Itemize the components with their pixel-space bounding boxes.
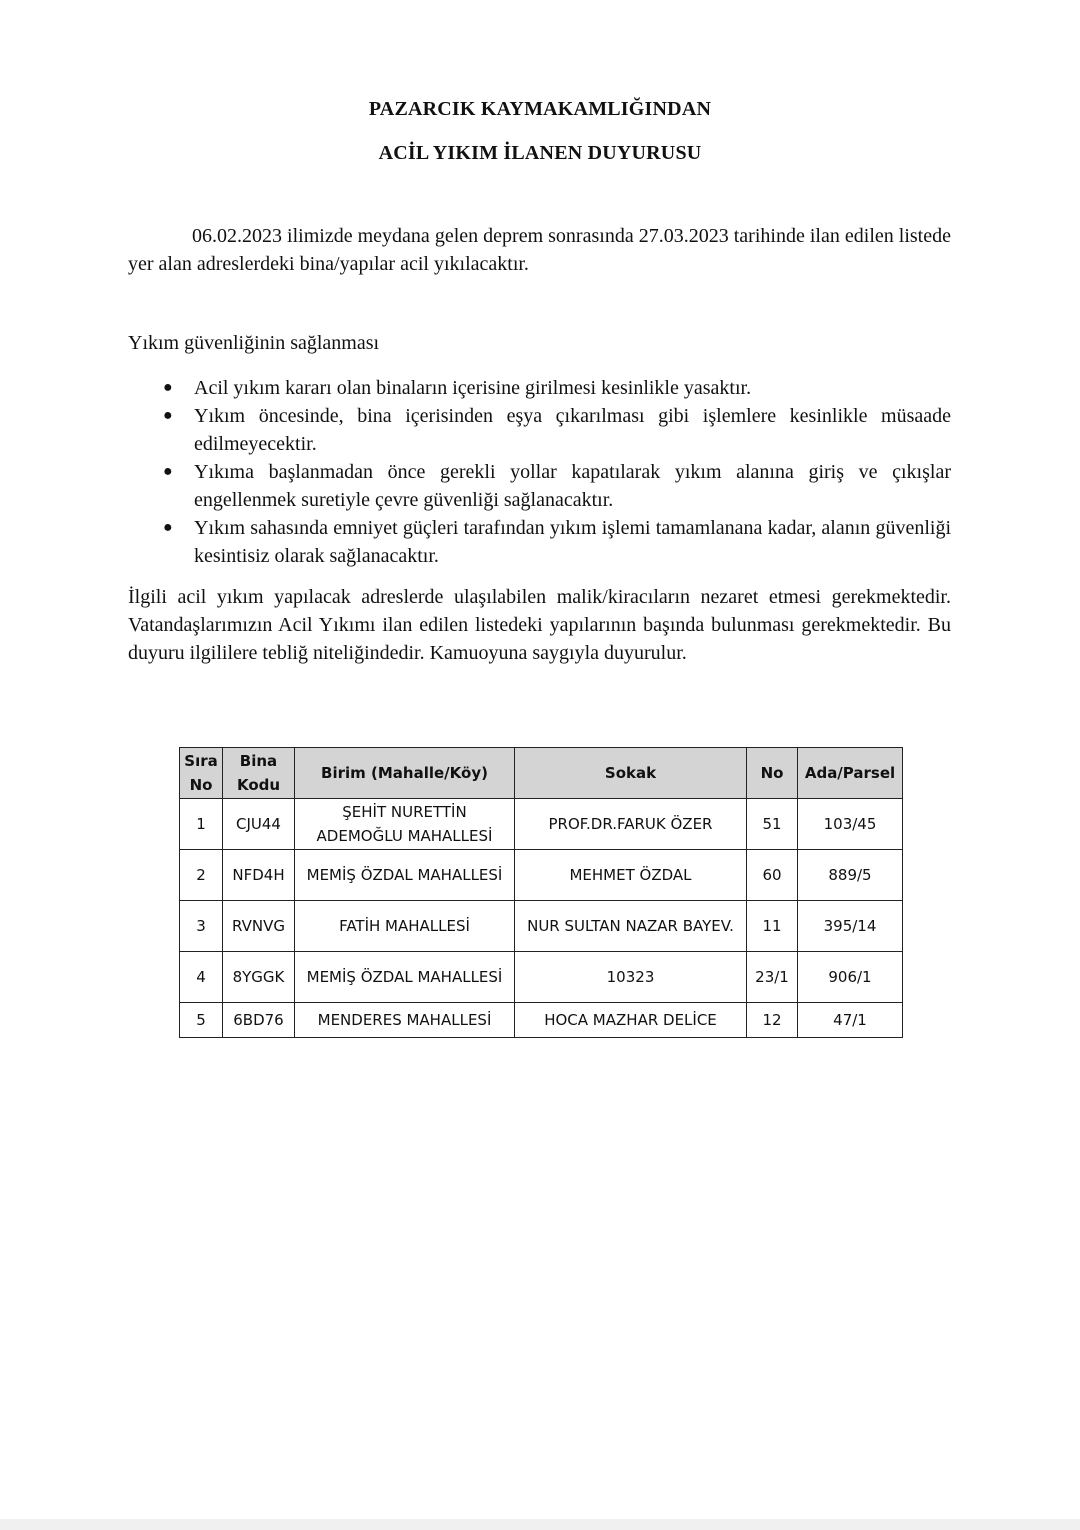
cell-sokak: HOCA MAZHAR DELİCE (515, 1003, 747, 1038)
cell-bina: CJU44 (223, 799, 295, 850)
cell-ada: 889/5 (798, 850, 903, 901)
table-row (180, 799, 903, 850)
cell-ada: 47/1 (798, 1003, 903, 1038)
cell-bina: NFD4H (223, 850, 295, 901)
cell-sira: 2 (180, 850, 223, 901)
cell-sokak: NUR SULTAN NAZAR BAYEV. (515, 901, 747, 952)
col-header-ada: Ada/Parsel (798, 748, 903, 799)
cell-sira: 1 (180, 799, 223, 850)
cell-birim: MEMİŞ ÖZDAL MAHALLESİ (295, 952, 515, 1003)
cell-no: 23/1 (747, 952, 798, 1003)
cell-birim: ŞEHİT NURETTİN ADEMOĞLU MAHALLESİ (295, 799, 515, 850)
table-header-row (180, 748, 903, 799)
document-subtitle: ACİL YIKIM İLANEN DUYURUSU (378, 142, 702, 164)
demolition-table (179, 747, 903, 1038)
table-row (180, 850, 903, 901)
cell-sokak: PROF.DR.FARUK ÖZER (515, 799, 747, 850)
col-header-bina: Bina Kodu (223, 748, 295, 799)
cell-no: 60 (747, 850, 798, 901)
col-header-sokak: Sokak (515, 748, 747, 799)
bullet-dot-icon: ● (163, 407, 173, 424)
bullet-item: ● Yıkıma başlanmadan önce gerekli yollar kapatılarak yıkım alanına giriş ve çıkışlar engellenmek suretiyle çevre güvenliği sağlanacaktır. (128, 458, 951, 514)
bullet-dot-icon: ● (163, 463, 173, 480)
cell-ada: 906/1 (798, 952, 903, 1003)
col-header-birim: Birim (Mahalle/Köy) (295, 748, 515, 799)
cell-sira: 4 (180, 952, 223, 1003)
cell-no: 11 (747, 901, 798, 952)
bottom-edge-strip (0, 1519, 1080, 1530)
cell-sira: 3 (180, 901, 223, 952)
section-title: Yıkım güvenliğinin sağlanması (128, 332, 380, 354)
bullet-item: ● Acil yıkım kararı olan binaların içerisine girilmesi kesinlikle yasaktır. (128, 374, 951, 402)
col-header-no: No (747, 748, 798, 799)
cell-sira: 5 (180, 1003, 223, 1038)
cell-sokak: MEHMET ÖZDAL (515, 850, 747, 901)
cell-bina: 8YGGK (223, 952, 295, 1003)
col-header-sira: Sıra No (180, 748, 223, 799)
bullet-item: ● Yıkım öncesinde, bina içerisinden eşya çıkarılması gibi işlemlere kesinlikle müsaade edilmeyecektir. (128, 402, 951, 458)
bullet-item: ● Yıkım sahasında emniyet güçleri tarafından yıkım işlemi tamamlanana kadar, alanın güvenliği kesintisiz olarak sağlanacaktır. (128, 514, 951, 570)
cell-bina: 6BD76 (223, 1003, 295, 1038)
table-row (180, 952, 903, 1003)
safety-bullet-list (128, 374, 951, 570)
cell-birim: MEMİŞ ÖZDAL MAHALLESİ (295, 850, 515, 901)
cell-birim: FATİH MAHALLESİ (295, 901, 515, 952)
intro-paragraph: 06.02.2023 ilimizde meydana gelen deprem sonrasında 27.03.2023 tarihinde ilan edilen listede yer alan adreslerdeki bina/yapılar acil yıkılacaktır. (128, 225, 951, 275)
cell-ada: 395/14 (798, 901, 903, 952)
bullet-dot-icon: ● (163, 519, 173, 536)
cell-ada: 103/45 (798, 799, 903, 850)
closing-paragraph: İlgili acil yıkım yapılacak adreslerde ulaşılabilen malik/kiracıların nezaret etmesi gerekmektedir. Vatandaşlarımızın Acil Yıkımı ilan edilen listedeki yapılarının başında bulunması gerekmektedir. Bu duyuru ilgililere tebliğ niteliğindedir. Kamuoyuna saygıyla duyurulur. (128, 586, 951, 664)
table-row (180, 901, 903, 952)
cell-sokak: 10323 (515, 952, 747, 1003)
cell-no: 51 (747, 799, 798, 850)
table-row (180, 1003, 903, 1038)
cell-birim: MENDERES MAHALLESİ (295, 1003, 515, 1038)
bullet-dot-icon: ● (163, 379, 173, 396)
cell-bina: RVNVG (223, 901, 295, 952)
document-title: PAZARCIK KAYMAKAMLIĞINDAN (368, 98, 712, 120)
cell-no: 12 (747, 1003, 798, 1038)
